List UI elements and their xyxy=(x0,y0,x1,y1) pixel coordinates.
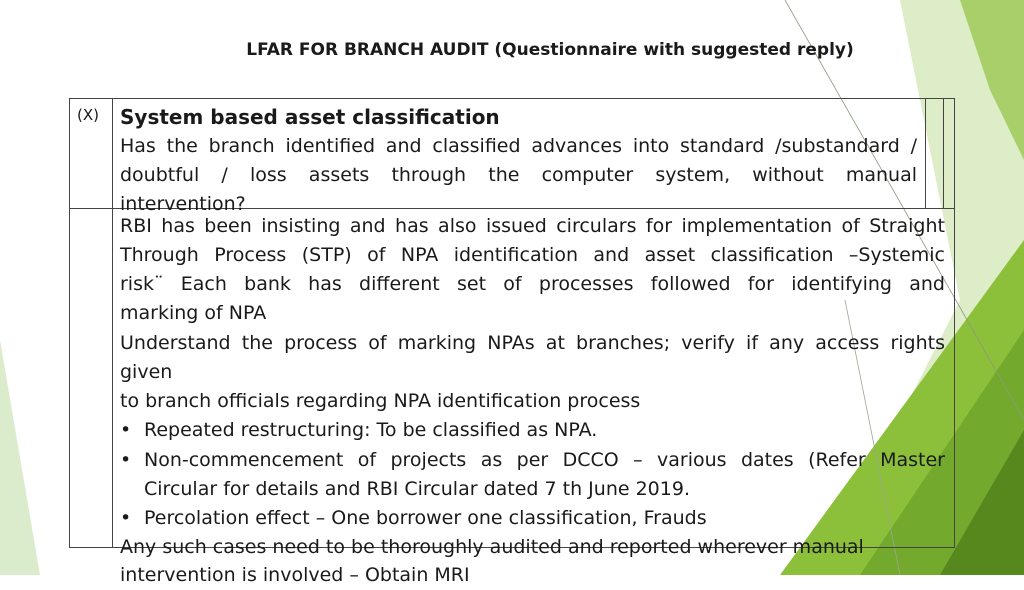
row-serial-label: (X) xyxy=(77,106,99,124)
question-line-2: doubtful / loss assets through the computer system, without manual xyxy=(120,164,917,186)
answer-line-overflow: intervention is involved – Obtain MRI xyxy=(120,564,470,586)
table-border-top xyxy=(69,98,955,99)
bullet-icon: • xyxy=(120,449,132,471)
answer-line: Through Process (STP) of NPA identification and asset classification –Systemic xyxy=(120,244,945,266)
answer-line: Understand the process of marking NPAs at branches; verify if any access rights xyxy=(120,332,945,354)
answer-line: to branch officials regarding NPA identification process xyxy=(120,390,641,412)
bullet-item-3: Percolation effect – One borrower one classification, Frauds xyxy=(144,507,707,529)
page-title: LFAR FOR BRANCH AUDIT (Questionnaire with suggested reply) xyxy=(246,40,854,60)
answer-line: marking of NPA xyxy=(120,302,267,324)
answer-line: given xyxy=(120,361,173,383)
question-heading: System based asset classification xyxy=(120,105,500,129)
question-line-3: intervention? xyxy=(120,193,246,215)
answer-line: RBI has been insisting and has also issued circulars for implementation of Straight xyxy=(120,215,945,237)
table-border-right xyxy=(954,98,955,548)
bullet-item-1: Repeated restructuring: To be classified as NPA. xyxy=(144,419,598,441)
bullet-icon: • xyxy=(120,419,132,441)
table-column-divider xyxy=(112,98,113,548)
bullet-item-2-line-2: Circular for details and RBI Circular dated 7 th June 2019. xyxy=(144,478,690,500)
answer-line-overflow: Any such cases need to be thoroughly audited and reported wherever manual xyxy=(120,536,864,558)
answer-line: risk¨ Each bank has different set of processes followed for identifying and xyxy=(120,273,945,295)
table-border-left xyxy=(69,98,70,548)
bullet-icon: • xyxy=(120,507,132,529)
question-line-1: Has the branch identified and classified advances into standard /substandard / xyxy=(120,135,917,157)
bullet-item-2-line-1: Non-commencement of projects as per DCCO – various dates (Refer Master xyxy=(144,449,945,471)
table-inner-divider-2 xyxy=(943,98,944,208)
green-shape-left xyxy=(0,340,40,575)
table-inner-divider-1 xyxy=(925,98,926,208)
